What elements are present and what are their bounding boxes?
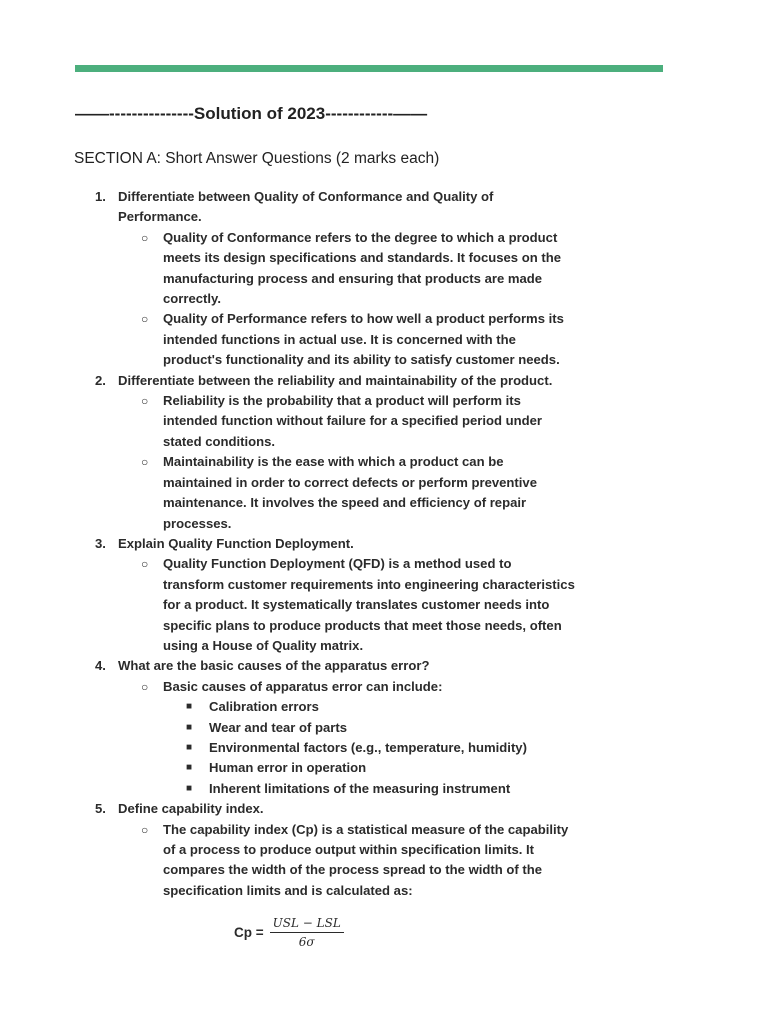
cause-item [95, 697, 575, 717]
question-item [95, 187, 575, 228]
circle-bullet-icon: ○ [141, 230, 149, 245]
circle-bullet-icon: ○ [141, 679, 149, 694]
circle-bullet-icon: ○ [141, 312, 149, 327]
question-item [95, 799, 575, 819]
answer-item [95, 820, 575, 902]
question-item [95, 534, 575, 554]
square-bullet-icon: ■ [186, 762, 193, 774]
circle-bullet-icon: ○ [141, 822, 149, 837]
cause-item [95, 779, 575, 799]
cause-text: Environmental factors (e.g., temperature, humidity) [209, 739, 527, 755]
answer-item [95, 452, 575, 534]
cp-formula [234, 916, 344, 949]
formula-denominator: 6σ [298, 935, 315, 949]
question-list [95, 187, 575, 901]
answer-item [95, 554, 575, 656]
circle-bullet-icon: ○ [141, 394, 149, 409]
cause-item [95, 718, 575, 738]
answer-item [95, 309, 575, 370]
formula-numerator: USL − LSL [270, 916, 344, 933]
cause-text: Calibration errors [209, 699, 319, 715]
square-bullet-icon: ■ [186, 721, 193, 733]
question-text: Define capability index. [118, 801, 264, 817]
answer-text: The capability index (Cp) is a statistical measure of the capability of a process to produce output within specification limits. It compares the width of the process spread to the width of the specification limits and is calculated as: [163, 821, 569, 898]
question-number: 2. [95, 372, 106, 388]
answer-item [95, 391, 575, 452]
answer-text: Reliability is the probability that a product will perform its intended function without failure for a specified period under stated conditions. [163, 393, 543, 449]
question-item [95, 656, 575, 676]
circle-bullet-icon: ○ [141, 557, 149, 572]
question-text: Differentiate between the reliability and maintainability of the product. [118, 372, 553, 388]
formula-fraction [270, 916, 344, 949]
square-bullet-icon: ■ [186, 701, 193, 713]
solution-heading: ——---------------Solution of 2023------------—— [75, 104, 428, 123]
cause-item [95, 758, 575, 778]
question-number: 4. [95, 658, 106, 674]
cause-text: Inherent limitations of the measuring instrument [209, 780, 511, 796]
top-green-rule [75, 65, 663, 72]
section-title: SECTION A: Short Answer Questions (2 marks each) [74, 150, 440, 167]
answer-item [95, 228, 575, 310]
answer-item [95, 677, 575, 697]
question-text: Differentiate between Quality of Conformance and Quality of Performance. [118, 189, 494, 225]
answer-text: Maintainability is the ease with which a product can be maintained in order to correct defects or perform preventive maintenance. It involves the speed and efficiency of repair processes. [163, 454, 537, 531]
question-item [95, 371, 575, 391]
square-bullet-icon: ■ [186, 782, 193, 794]
question-text: Explain Quality Function Deployment. [118, 535, 354, 551]
cause-text: Wear and tear of parts [209, 719, 348, 735]
question-text: What are the basic causes of the apparatus error? [118, 658, 430, 674]
formula-label: Cp = [234, 925, 264, 940]
answer-text: Quality of Performance refers to how well a product performs its intended functions in actual use. It is concerned with the product's functionality and its ability to satisfy customer needs. [163, 311, 564, 368]
question-number: 3. [95, 535, 106, 551]
answer-text: Quality of Conformance refers to the degree to which a product meets its design specifications and standards. It focuses on the manufacturing process and ensuring that products are made correctly. [163, 229, 562, 307]
cause-text: Human error in operation [209, 760, 367, 776]
question-number: 5. [95, 801, 106, 817]
answer-text: Basic causes of apparatus error can include: [163, 678, 443, 694]
circle-bullet-icon: ○ [141, 455, 149, 470]
cause-item [95, 738, 575, 758]
answer-text: Quality Function Deployment (QFD) is a method used to transform customer requirements into engineering characteristics for a product. It systematically translates customer needs into specific plans to produce products that meet those needs, often using a House of Quality matrix. [163, 556, 575, 653]
question-number: 1. [95, 189, 106, 204]
square-bullet-icon: ■ [186, 741, 193, 753]
